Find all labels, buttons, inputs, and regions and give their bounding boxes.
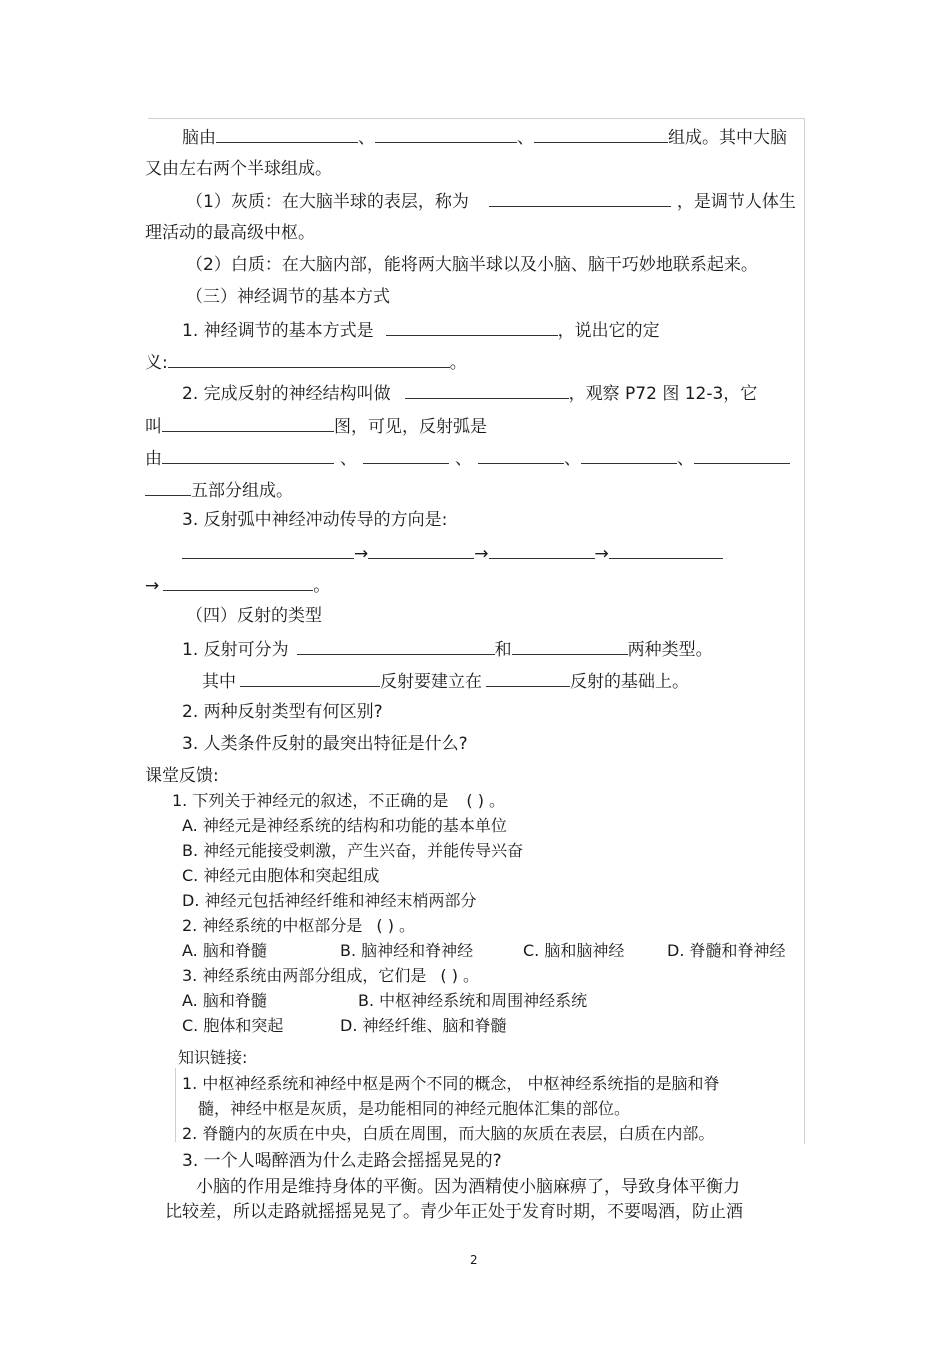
gray-matter-line1: （1）灰质：在大脑半球的表层，称为 ，是调节人体生 (186, 192, 796, 212)
page-number: 2 (470, 1253, 478, 1267)
feedback-q2-option-c: C. 脑和脑神经 (523, 941, 625, 960)
reflex-q3: 3. 人类条件反射的最突出特征是什么? (182, 734, 468, 754)
reflex-q2: 2. 两种反射类型有何区别? (182, 702, 383, 722)
q3-line: 3. 反射弧中神经冲动传导的方向是: (182, 510, 448, 530)
q2-line1: 2. 完成反射的神经结构叫做 ，观察 P72 图 12-3，它 (182, 384, 758, 404)
feedback-q1-option-a: A. 神经元是神经系统的结构和功能的基本单位 (182, 816, 507, 835)
frame-top-line (148, 118, 804, 119)
q3-chain-line2: → 。 (145, 576, 331, 596)
q1-line2: 义: 。 (145, 353, 467, 373)
section-4-heading: （四）反射的类型 (186, 606, 322, 626)
feedback-q3-option-a: A. 脑和脊髓 (182, 991, 267, 1010)
gray-matter-line2: 理活动的最高级中枢。 (145, 223, 315, 243)
feedback-q1-option-c: C. 神经元由胞体和突起组成 (182, 866, 380, 885)
feedback-q1-option-d: D. 神经元包括神经纤维和神经末梢两部分 (182, 891, 477, 910)
frame-left-line (175, 1068, 176, 1142)
links-item1-line1: 1. 中枢神经系统和神经中枢是两个不同的概念， 中枢神经系统指的是脑和脊 (182, 1074, 720, 1093)
links-item1-line2: 髓，神经中枢是灰质，是功能相同的神经元胞体汇集的部位。 (198, 1099, 631, 1118)
reflex-types-line1: 1. 反射可分为 和 两种类型。 (182, 640, 713, 660)
q3-chain-line1: → → → (182, 544, 723, 563)
q2-line3: 由 、 、 、 、 (145, 449, 790, 468)
q2-line2: 叫 图，可见，反射弧是 (145, 417, 487, 437)
brain-intro-line1: 脑由 、 、 组成。其中大脑 (182, 128, 787, 148)
feedback-q1: 1. 下列关于神经元的叙述，不正确的是 ( ) 。 (172, 791, 506, 810)
feedback-q2-option-a: A. 脑和脊髓 (182, 941, 267, 960)
frame-right-line (804, 118, 805, 1144)
feedback-q1-option-b: B. 神经元能接受刺激，产生兴奋，并能传导兴奋 (182, 841, 524, 860)
feedback-heading: 课堂反馈: (145, 766, 219, 786)
feedback-q2-option-d: D. 脊髓和脊神经 (667, 941, 786, 960)
feedback-q3-option-d: D. 神经纤维、脑和脊髓 (340, 1016, 507, 1035)
feedback-q3: 3. 神经系统由两部分组成，它们是 ( ) 。 (182, 966, 480, 985)
q2-line4: 五部分组成。 (145, 481, 293, 500)
q1-line1: 1. 神经调节的基本方式是 ，说出它的定 (182, 321, 660, 341)
reflex-types-line2: 其中 反射要建立在 反射的基础上。 (202, 672, 689, 692)
feedback-q2-option-b: B. 脑神经和脊神经 (340, 941, 474, 960)
feedback-q2: 2. 神经系统的中枢部分是 ( ) 。 (182, 916, 416, 935)
section-3-heading: （三）神经调节的基本方式 (186, 287, 390, 307)
links-item3-answer-line1: 小脑的作用是维持身体的平衡。因为酒精使小脑麻痹了，导致身体平衡力 (196, 1177, 740, 1197)
feedback-q3-option-c: C. 胞体和突起 (182, 1016, 284, 1035)
links-heading: 知识链接: (178, 1048, 248, 1067)
links-item3-answer-line2: 比较差，所以走路就摇摇晃晃了。青少年正处于发育时期，不要喝酒，防止酒 (165, 1202, 743, 1222)
feedback-q3-option-b: B. 中枢神经系统和周围神经系统 (358, 991, 588, 1010)
links-item2: 2. 脊髓内的灰质在中央，白质在周围，而大脑的灰质在表层，白质在内部。 (182, 1124, 715, 1143)
brain-intro-line2: 又由左右两个半球组成。 (145, 159, 332, 179)
white-matter-line: （2）白质：在大脑内部，能将两大脑半球以及小脑、脑干巧妙地联系起来。 (186, 255, 758, 275)
links-item3: 3. 一个人喝醉酒为什么走路会摇摇晃晃的? (182, 1151, 502, 1171)
